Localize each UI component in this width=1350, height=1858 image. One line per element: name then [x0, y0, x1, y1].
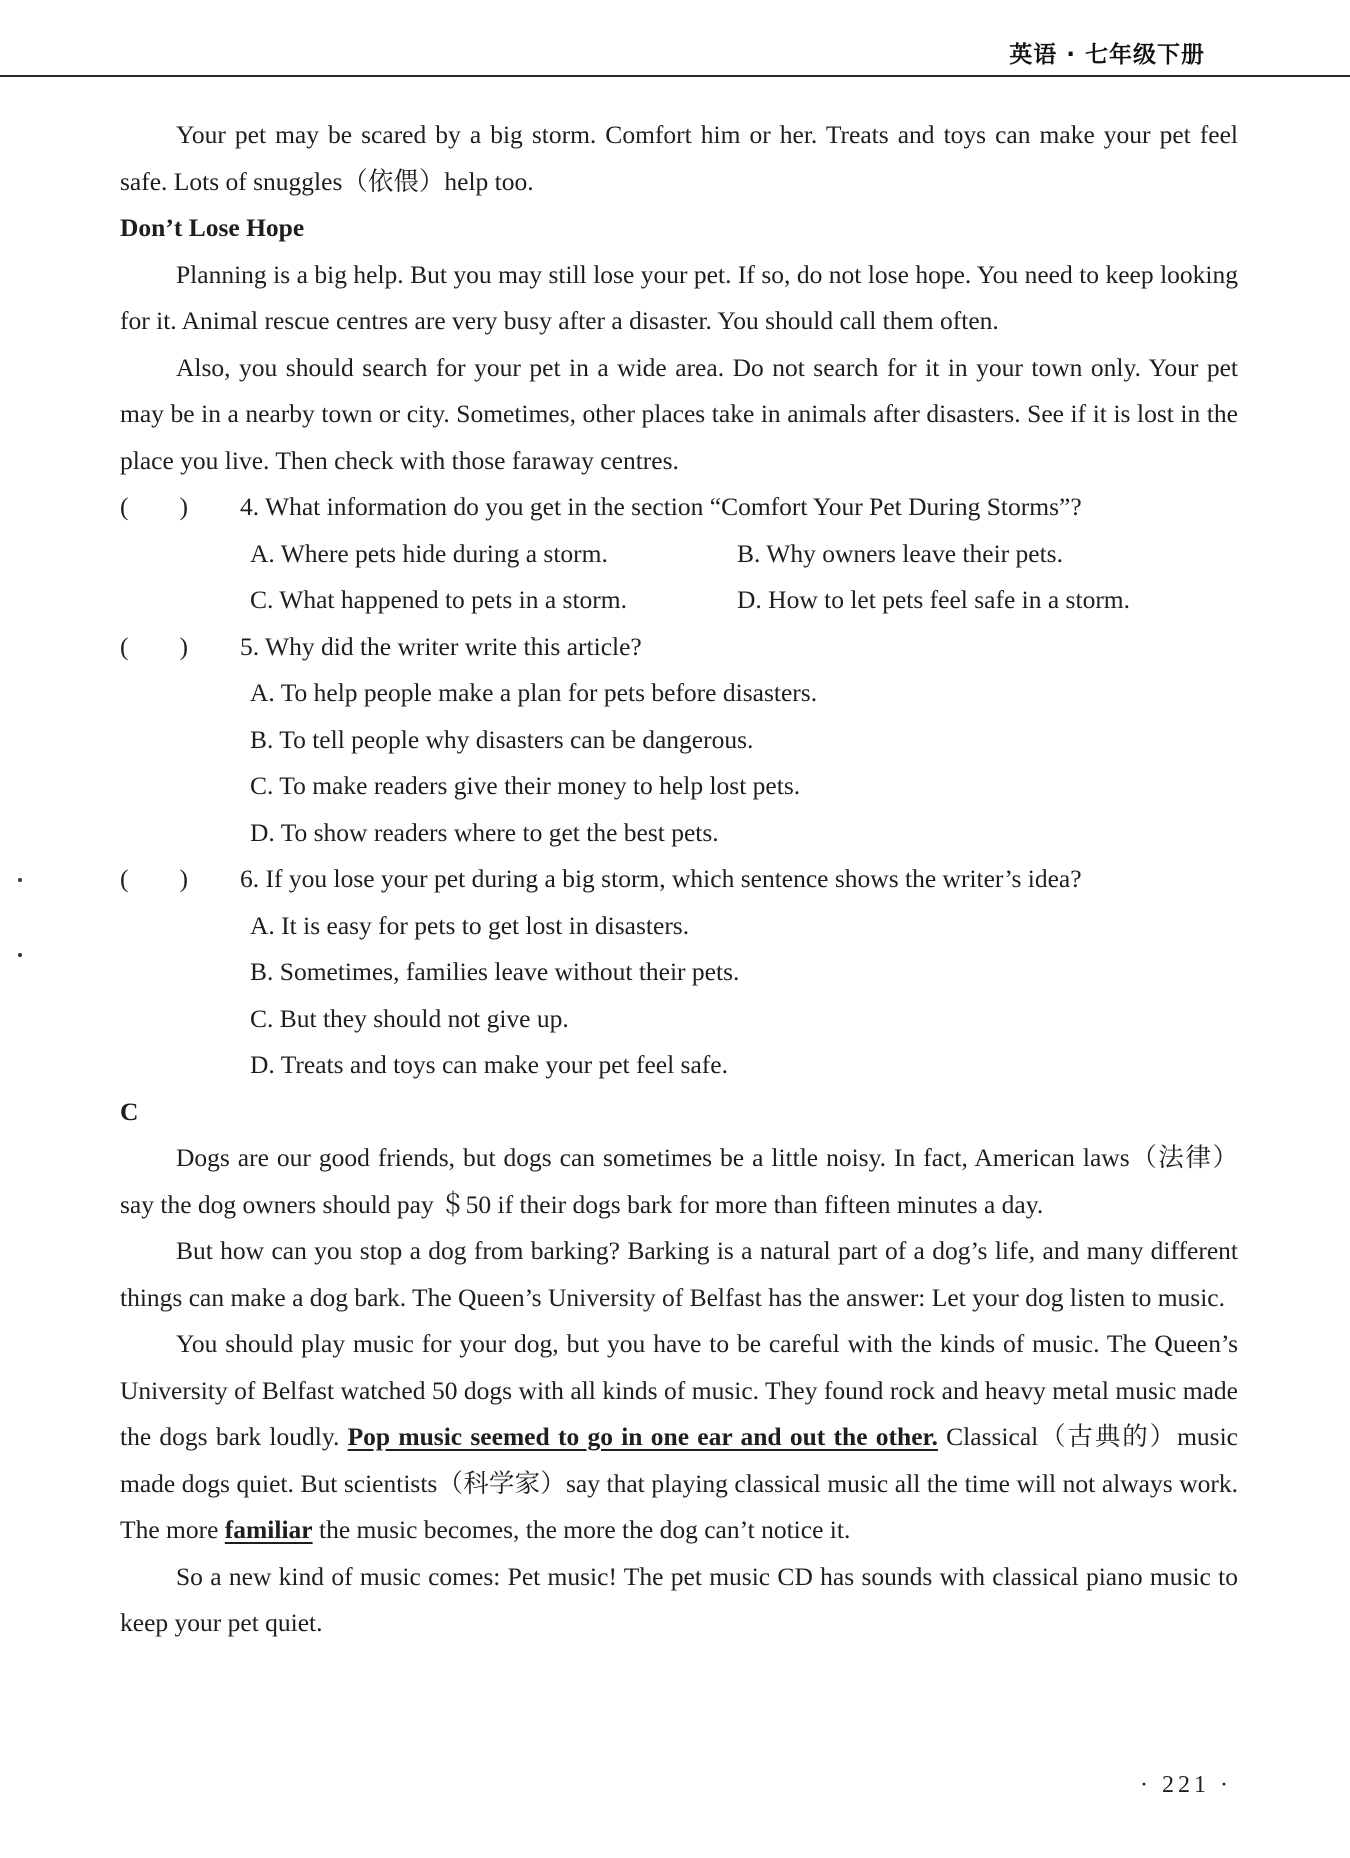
question-4 [120, 484, 1238, 624]
scan-dot [18, 878, 22, 882]
paragraph-c-4: So a new kind of music comes: Pet music! The pet music CD has sounds with classical piano music to keep your pet quiet. [120, 1561, 1238, 1637]
option-a: A. Where pets hide during a storm. [250, 538, 608, 568]
paragraph-c-2: But how can you stop a dog from barking? Barking is a natural part of a dog’s life, and many different things can make a dog bark. The Queen’s University of Belfast has the answer: Let your dog listen to music. [120, 1236, 1238, 1312]
question-stem: 5. Why did the writer write this article? [240, 631, 642, 661]
answer-blank[interactable]: ( ) [120, 864, 188, 893]
answer-blank[interactable]: ( ) [120, 492, 188, 521]
paragraph-c-1: Dogs are our good friends, but dogs can sometimes be a little noisy. In fact, American laws（法律）say the dog owners should pay ＄50 if their dogs bark for more than fifteen minutes a day. [120, 1143, 1238, 1219]
option-b: B. To tell people why disasters can be dangerous. [250, 724, 754, 754]
paragraph-c-3 [120, 1321, 1238, 1554]
option-a: A. It is easy for pets to get lost in disasters. [250, 910, 690, 940]
option-c: C. But they should not give up. [250, 1003, 569, 1033]
scan-dot [18, 953, 22, 957]
text-run: Classical（古典的）music made dogs quiet. But scientists（科学家）say that playing classical music all the time will not always work. The more [120, 1422, 1238, 1544]
option-d: D. Treats and toys can make your pet feel safe. [250, 1050, 728, 1079]
option-d: D. How to let pets feel safe in a storm. [737, 585, 1131, 614]
page-content [120, 112, 1238, 1647]
question-5 [120, 624, 1238, 857]
text-run: You should play music for your dog, but you have to be careful with the kinds of music. The Queen’s University of Belfast watched 50 dogs with all kinds of music. They found rock and heavy metal music made the dogs bark loudly. [120, 1329, 1238, 1451]
passage-letter: C [120, 1096, 139, 1126]
option-b: B. Sometimes, families leave without their pets. [250, 957, 740, 986]
paragraph-hope-1: Planning is a big help. But you may still lose your pet. If so, do not lose hope. You need to keep looking for it. Animal rescue centres are very busy after a disaster. You should call them often. [120, 259, 1238, 335]
paragraph-comfort: Your pet may be scared by a big storm. Comfort him or her. Treats and toys can make your pet feel safe. Lots of snuggles（依偎）help too. [120, 120, 1238, 196]
question-stem: 6. If you lose your pet during a big storm, which sentence shows the writer’s idea? [240, 864, 1082, 893]
option-c: C. What happened to pets in a storm. [250, 585, 627, 614]
text-run: the music becomes, the more the dog can’t notice it. [312, 1515, 851, 1544]
underlined-word: familiar [224, 1515, 313, 1544]
header-rule [0, 75, 1350, 77]
option-d: D. To show readers where to get the best pets. [250, 817, 719, 847]
page-header [0, 0, 1350, 82]
book-title: 英语 · 七年级下册 [1009, 42, 1205, 68]
option-c: C. To make readers give their money to help lost pets. [250, 771, 801, 800]
option-a: A. To help people make a plan for pets before disasters. [250, 678, 818, 707]
paragraph-hope-2: Also, you should search for your pet in a wide area. Do not search for it in your town only. Your pet may be in a nearby town or city. Sometimes, other places take in animals after disasters. See if it is lost in the place you live. Then check with those faraway centres. [120, 352, 1238, 475]
page-number: · 221 · [1140, 1772, 1232, 1798]
option-b: B. Why owners leave their pets. [737, 538, 1063, 568]
underlined-sentence: Pop music seemed to go in one ear and out the other. [347, 1422, 938, 1451]
question-stem: 4. What information do you get in the section “Comfort Your Pet During Storms”? [240, 492, 1082, 521]
answer-blank[interactable]: ( ) [120, 631, 188, 661]
question-6 [120, 856, 1238, 1089]
section-title-dont-lose-hope: Don’t Lose Hope [120, 213, 305, 242]
